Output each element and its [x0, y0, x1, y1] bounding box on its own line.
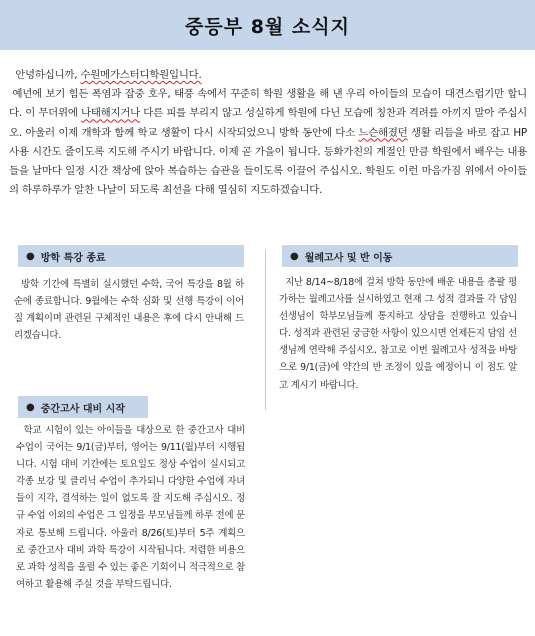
- intro-text: [9, 66, 527, 200]
- section-title-monthly-test: ● 월례고사 및 반 이동: [282, 245, 518, 267]
- intro-paragraph: 예년에 보기 힘든 폭염과 잡중 호우, 태풍 속에서 꾸준히 학원 생활을 해 낸 우리 아이들의 모습이 대견스럽기만 합니다. 이 무더위에 나태해지거나 다른 피를 부리지 않고 성실하게 학원에 다닌 모습에 칭찬과 격려를 아끼지 말아 주십시오. 아울러 이제 개학과 함께 학교 생활이 다시 시작되었으니 방학 동안에 다소 느슨해졌던 생활 리듬을 바로 잡고 HP 사용 시간도 줄이도록 지도해 주시기 바랍니다. 이제 곧 가을이 됩니다. 등화가친의 계절인 만큼 학원에서 배우는 내용들을 날마다 일정 시간 책상에 앉아 복습하는 습관을 들이도록 이끌어 주십시오. 학원도 이런 마음가짐 위에서 아이들의 하루하루가 알찬 나날이 되도록 최선을 다해 열심히 지도하겠습니다.: [9, 88, 527, 197]
- section-body-midterm: 학교 시험이 있는 아이들을 대상으로 한 중간고사 대비 수업이 국어는 9/1(금)부터, 영어는 9/11(월)부터 시행됩니다. 시험 대비 기간에는 토요일도 정상 수업이 실시되고 각종 보강 및 클리닉 수업이 추가되니 다양한 수업에 자녀들이 지각, 결석하는 일이 없도록 잘 지도해 주십시오. 정규 수업 이외의 수업은 그 일정을 부모님들께 하루 전에 문자로 통보해 드립니다. 아울러 8/26(토)부터 5주 계획으로 중간고사 대비 과학 특강이 시작됩니다. 저렴한 비용으로 과학 성적을 올릴 수 있는 좋은 기회이니 적극적으로 참여하고 활용해 주실 것을 부탁드립니다.: [16, 425, 245, 590]
- academy-name: 수원메가스터디학원입니다.: [80, 69, 202, 81]
- section-body-monthly-test: 지난 8/14~8/18에 걸쳐 방학 동안에 배운 내용을 총괄 평가하는 월례고사를 실시하였고 현재 그 성적 결과를 각 담임 선생님이 학부모님들께 통지하고 상담을 진행하고 있습니다. 성적과 관련된 궁금한 사항이 있으시면 언제든지 담임 선생님께 연락해 주십시오. 참고로 이번 월례고사 성적을 바탕으로 9/1(금)에 약간의 반 조정이 있을 예정이니 이 점도 알고 계시기 바랍니다.: [279, 277, 517, 391]
- column-divider: [265, 250, 266, 410]
- newsletter-header: [0, 0, 535, 50]
- section-title-midterm: ● 중간고사 대비 시작: [18, 396, 148, 418]
- page-title: 중등부 8월 소식지: [185, 15, 350, 38]
- intro-greeting: 안녕하십니까, 수원메가스터디학원입니다.: [15, 69, 202, 81]
- section-title-vacation: ● 방학 특강 종료: [18, 245, 244, 267]
- bullet-icon: ●: [26, 250, 35, 262]
- section-body-vacation: 방학 기간에 특별히 실시했던 수학, 국어 특강을 8월 하순에 종료합니다. 9월에는 수학 심화 및 선행 특강이 이어질 계획이며 관련된 구체적인 내용은 후에 다시 안내해 드리겠습니다.: [14, 279, 244, 342]
- bullet-icon: ●: [290, 250, 299, 262]
- bullet-icon: ●: [26, 401, 35, 413]
